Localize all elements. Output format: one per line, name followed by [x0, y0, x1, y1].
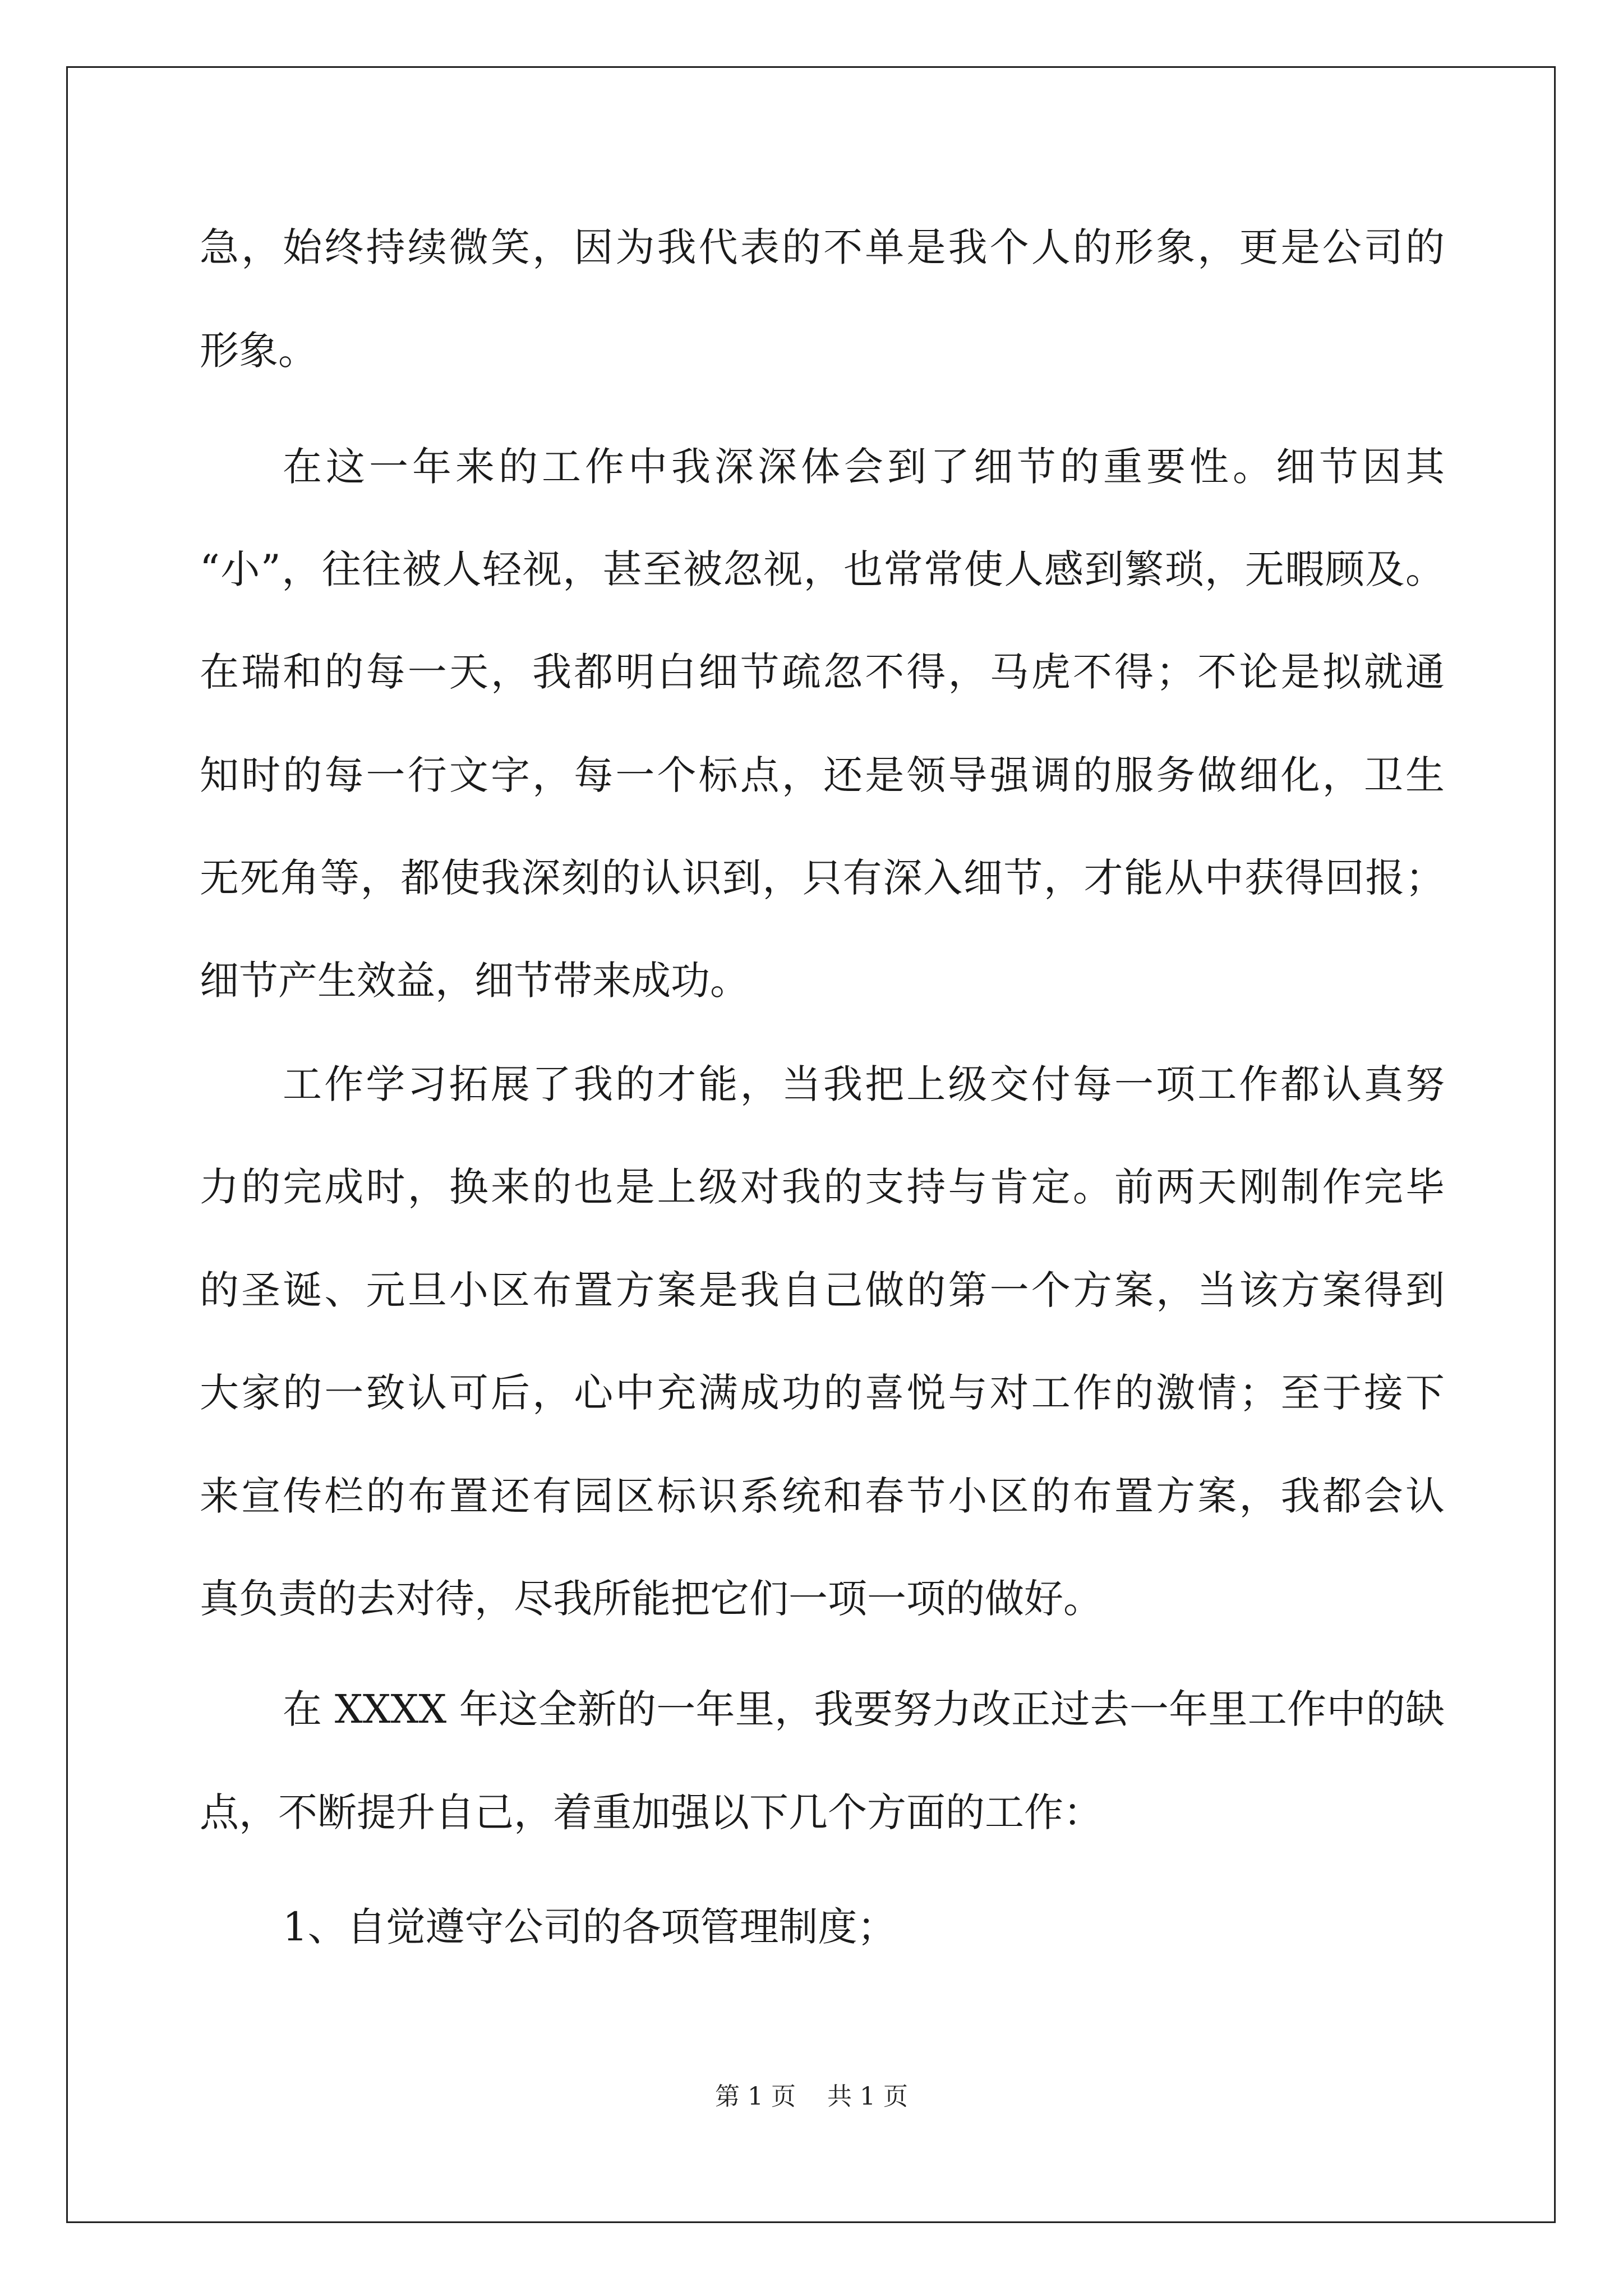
- text-line: 在 XXXX 年这全新的一年里，我要努力改正过去一年里工作中的缺: [283, 1686, 1445, 1732]
- text-line: 力的完成时，换来的也是上级对我的支持与肯定。前两天刚制作完毕: [200, 1164, 1445, 1210]
- text-line: 1、自觉遵守公司的各项管理制度；: [283, 1904, 897, 1950]
- text-line: 来宣传栏的布置还有园区标识系统和春节小区的布置方案，我都会认: [200, 1473, 1445, 1519]
- page-total: 共 1 页: [827, 2082, 908, 2111]
- text-line: 急，始终持续微笑，因为我代表的不单是我个人的形象，更是公司的: [200, 224, 1445, 270]
- text-line: 细节产生效益，细节带来成功。: [200, 958, 749, 1004]
- text-line: “小”，往往被人轻视，甚至被忽视，也常常使人感到繁琐，无暇顾及。: [200, 546, 1445, 592]
- text-line: 在这一年来的工作中我深深体会到了细节的重要性。细节因其: [283, 444, 1445, 490]
- text-line: 点，不断提升自己，着重加强以下几个方面的工作：: [200, 1789, 1103, 1835]
- text-line: 知时的每一行文字，每一个标点，还是领导强调的服务做细化，卫生: [200, 752, 1445, 798]
- text-line: 工作学习拓展了我的才能，当我把上级交付每一项工作都认真努: [283, 1061, 1445, 1107]
- text-line: 真负责的去对待，尽我所能把它们一项一项的做好。: [200, 1576, 1103, 1622]
- text-line: 在瑞和的每一天，我都明白细节疏忽不得，马虎不得；不论是拟就通: [200, 649, 1445, 695]
- text-line: 的圣诞、元旦小区布置方案是我自己做的第一个方案，当该方案得到: [200, 1267, 1445, 1313]
- page-footer: [0, 2080, 1623, 2114]
- page-number: 第 1 页: [715, 2082, 796, 2111]
- text-line: 无死角等，都使我深刻的认识到，只有深入细节，才能从中获得回报；: [200, 855, 1445, 901]
- text-line: 形象。: [200, 328, 317, 374]
- text-line: 大家的一致认可后，心中充满成功的喜悦与对工作的激情；至于接下: [200, 1370, 1445, 1416]
